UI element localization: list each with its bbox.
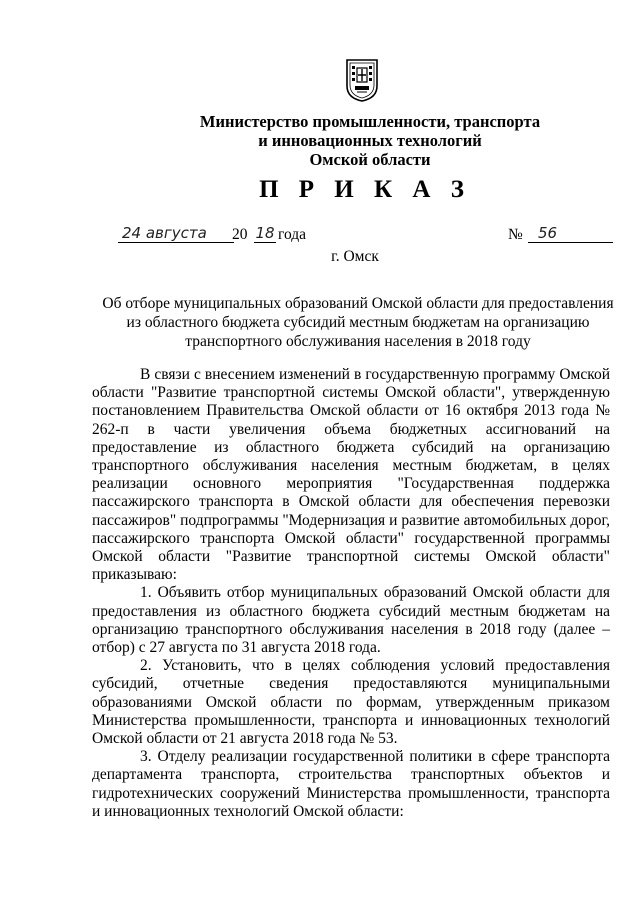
- number-sign: №: [508, 226, 523, 243]
- body-paragraph: 3. Отделу реализации государственной политики в сфере транспорта департамента транспорта, строительства транспортных объектов и гидротехнических сооружений Министерства промышленности, транспорта и инновационных технологий Омской области:: [92, 748, 610, 820]
- document-body: [92, 366, 610, 821]
- date-year-suffix: 18: [255, 224, 275, 242]
- date-year-prefix: 20: [232, 226, 248, 243]
- city: г. Омск: [331, 248, 379, 265]
- document-type-title: П Р И К А З: [259, 176, 471, 203]
- date-number-row: [110, 226, 615, 250]
- ministry-line: и инновационных технологий: [258, 131, 482, 150]
- body-paragraph: 2. Установить, что в целях соблюдения условий предоставления субсидий, отчетные сведения предоставляются муниципальными образованиями Омской области по формам, утвержденным приказом Министерства промышленности, транспорта и инновационных технологий Омской области от 21 августа 2018 года № 53.: [92, 657, 610, 748]
- subject-line: Об отборе муниципальных образований Омской области для предоставления: [102, 295, 614, 312]
- ministry-line: Омской области: [309, 150, 431, 169]
- ministry-line: Министерство промышленности, транспорта: [199, 112, 541, 131]
- document-subject: [98, 294, 618, 351]
- body-paragraph: В связи с внесением изменений в государственную программу Омской области "Развитие транспортной системы Омской области", утвержденную постановлением Правительства Омской области от 16 октября 2013 года № 262-п в части увеличения объема бюджетных ассигнований на предоставление из областного бюджета субсидий на организацию транспортного обслуживания населения местным бюджетам, в целях реализации основного мероприятия "Государственная поддержка пассажирского транспорта в Омской области для обеспечения перевозки пассажиров" подпрограммы "Модернизация и развитие автомобильных дорог, пассажирского транспорта Омской области" государственной программы Омской области "Развитие транспортной системы Омской области" приказываю:: [92, 366, 610, 584]
- date-day-month: 24 августа: [118, 224, 234, 243]
- subject-line: из областного бюджета субсидий местным бюджетам на организацию: [126, 314, 590, 331]
- coat-of-arms-icon: [344, 56, 380, 102]
- document-number: 56: [528, 224, 613, 243]
- date-year-word: года: [278, 226, 307, 243]
- subject-line: транспортного обслуживания населения в 2018 году: [185, 333, 531, 350]
- body-paragraph: 1. Объявить отбор муниципальных образований Омской области для предоставления из областного бюджета субсидий местным бюджетам на организацию транспортного обслуживания населения в 2018 году (далее – отбор) с 27 августа по 31 августа 2018 года.: [92, 584, 610, 657]
- ministry-header: [180, 112, 560, 169]
